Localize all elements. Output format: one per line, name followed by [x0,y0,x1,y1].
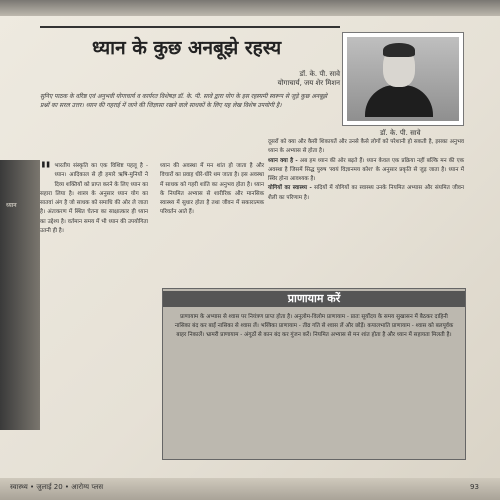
subheading-yogi-text: सदियों में योगियों का स्वास्थ्य उनके नियमित अभ्यास और संयमित जीवन शैली का परिणाम है। [268,185,464,201]
photo-caption: डॉ. के. पी. सावे [380,129,421,137]
subheading-dhyan: ध्यान क्या है - [268,157,298,164]
column-1-text: भारतीय संस्कृति का एक विशिष्ट पहलू है - ध्यान। आदिकाल से ही हमारे ऋषि-मुनियों ने दिव्य शक्तियों को प्राप्त करने के लिए ध्यान का सहारा लिया है। शास्त्र के अनुसार ध्यान योग का सातवां अंग है जो साधक को समाधि की ओर ले जाता है। अंतःकरण में स्थित चेतना का साक्षात्कार ही ध्यान का उद्देश्य है। वर्तमान समय में भी ध्यान की उपयोगिता उतनी ही है। [40,163,148,235]
column-1 [40,159,148,236]
subheading-dhyan-text: अब हम ध्यान की ओर बढ़ते हैं। ध्यान केवल एक प्रक्रिया नहीं बल्कि मन की एक अवस्था है जिसमें सिद्ध पुरुष 'स्वयं विज्ञानमय कोश' के अनुसार प्रकृति से जुड़ जाता है। ध्यान में स्थिर होना आवश्यक है। [268,157,464,183]
pranayam-box-text: प्राणायाम के अभ्यास से श्वास पर नियंत्रण प्राप्त होता है। अनुलोम-विलोम प्राणायाम - प्रातः सूर्योदय के समय सुखासन में बैठकर दाहिनी नासिका बंद कर बाईं नासिका से श्वास लें। भस्त्रिका प्राणायाम - तीव्र गति से श्वास लें और छोड़ें। कपालभाति प्राणायाम - श्वास को बलपूर्वक बाहर निकालें। भ्रामरी प्राणायाम - अंगूठों से कान बंद कर गुंजन करें। नियमित अभ्यास से मन शांत होता है और ध्यान में सहायता मिलती है। [174,314,454,338]
article-title: ध्यान के कुछ अनबूझे रहस्य [92,37,282,59]
page-footer [0,478,500,500]
subheading-yogi: योगियों का स्वास्थ्य - [268,185,312,192]
author-photo [342,32,464,126]
pranayam-box [162,288,466,460]
author-name: डॉ. के. पी. सावे [299,70,340,78]
photo-hair [383,43,415,57]
footer-text: स्वास्थ्य • जुलाई 20 • आरोग्य प्लस [10,483,104,491]
column-2 [160,162,264,218]
column-3 [268,138,464,203]
column-3-intro: दूसरों को क्या और कैसी शिकायतें और उनसे कैसे लोगों को परेशानी हो सकती है, इसका अनुभव ध्यान के अभ्यास से होता है। [268,139,464,155]
drop-cap: " [40,159,52,184]
title-rule [40,26,340,28]
pranayam-box-title: प्राणायाम करें [163,291,465,307]
author-role: योगाचार्य, जय शेर मिशन [277,79,340,88]
column-2-text: ध्यान की अवस्था में मन शांत हो जाता है और विचारों का प्रवाह धीरे-धीरे थम जाता है। इस अवस्था में साधक को गहरी शांति का अनुभव होता है। ध्यान के नियमित अभ्यास से शारीरिक और मानसिक स्वास्थ्य में सुधार होता है तथा जीवन में सकारात्मक परिवर्तन आते हैं। [160,163,264,216]
article-intro: सुनिए पाठक के वरिष्ठ एवं अनुभवी योगाचार्य व कार्यरत विशेषज्ञ डॉ. के. पी. सावे द्वारा योग के इस रहस्यमी स्वरूप से जुड़े कुछ अनबूझे प्रश्नों का सरल उत्तर। ध्यान की गहराई में जाने की जिज्ञासा रखने वाले साधकों के लिए यह लेख विशेष उपयोगी है। [40,93,328,109]
side-strip [0,160,40,430]
author-byline [270,70,340,88]
page-top-band [0,0,500,16]
page-number: 93 [470,483,479,491]
side-strip-text: ध्यान [6,202,17,209]
